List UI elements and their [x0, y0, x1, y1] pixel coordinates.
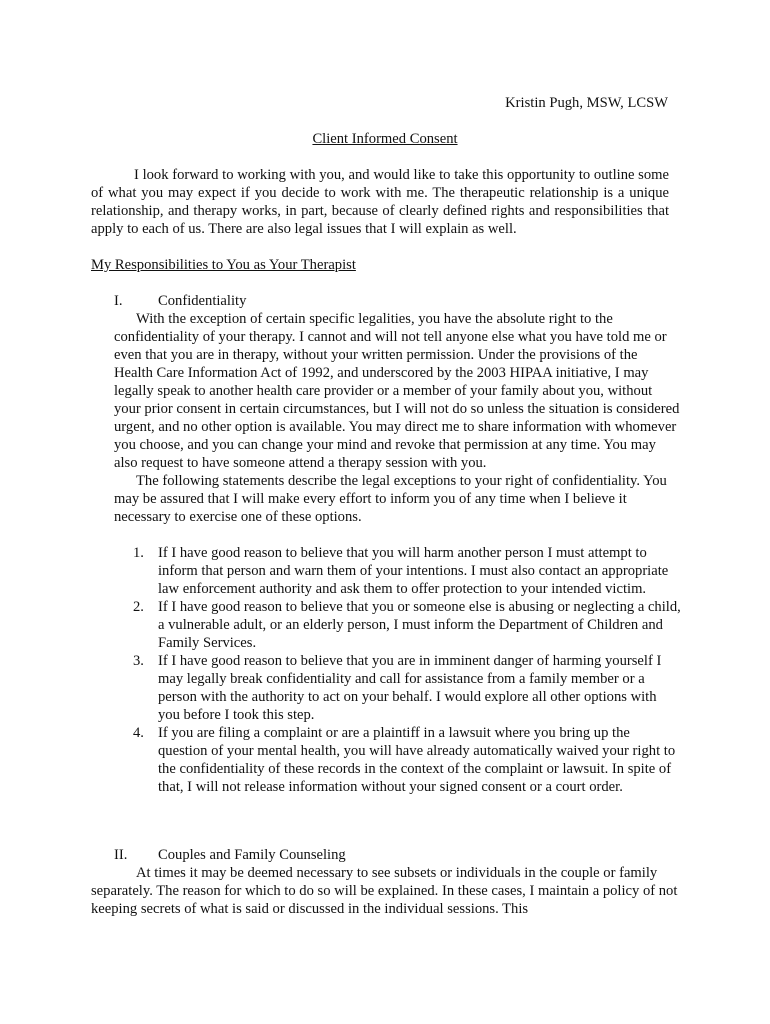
list-marker: 2.	[133, 599, 144, 615]
list-item-text: If I have good reason to believe that you are in imminent danger of harming yourself I may legally break confidentiality and call for assistance from a family member or a person with the authority to act on your behalf. I would explore all other options with you before I took this step.	[158, 653, 662, 723]
section-title-confidentiality: Confidentiality	[158, 293, 247, 309]
confidentiality-paragraph-1: With the exception of certain specific legalities, you have the absolute right to the confidentiality of your therapy. I cannot and will not tell anyone else what you have told me or even that you are in therapy, without your written permission. Under the provisions of the Health Care Information Act of 1992, and underscored by the 2003 HIPAA initiative, I may legally speak to another health care provider or a member of your family about you, without your prior consent in certain circumstances, but I will not do so unless the situation is considered urgent, and no other option is available. You may direct me to share information with whomever you choose, and you can change your mind and revoke that permission at any time. You may also request to have someone attend a therapy session with you.	[114, 311, 680, 471]
confidentiality-paragraph-2: The following statements describe the legal exceptions to your right of confidentiality. You may be assured that I will make every effort to inform you of any time when I believe it necessary to exercise one of these options.	[114, 473, 667, 525]
author-name: Kristin Pugh, MSW, LCSW	[505, 95, 668, 111]
list-item-text: If I have good reason to believe that you will harm another person I must attempt to inform that person and warn them of your intentions. I must also contact an appropriate law enforcement authority and ask them to offer protection to your intended victim.	[158, 545, 669, 597]
list-marker: 3.	[133, 653, 144, 669]
list-item	[133, 724, 681, 796]
document-title: Client Informed Consent	[312, 131, 458, 147]
couples-family-paragraph: At times it may be deemed necessary to see subsets or individuals in the couple or family separately. The reason for which to do so will be explained. In these cases, I maintain a policy of not keeping secrets of what is said or discussed in the individual sessions. This	[91, 865, 678, 917]
list-item-text: If you are filing a complaint or are a plaintiff in a lawsuit where you bring up the question of your mental health, you will have already automatically waived your right to the confidentiality of these records in the context of the complaint or lawsuit. In spite of that, I will not release information without your signed consent or a court order.	[158, 725, 676, 795]
list-item	[133, 544, 681, 598]
section-number-1: I.	[114, 293, 123, 309]
responsibilities-heading: My Responsibilities to You as Your Therapist	[91, 257, 356, 273]
intro-paragraph: I look forward to working with you, and would like to take this opportunity to outline some of what you may expect if you decide to work with me. The therapeutic relationship is a unique relationship, and therapy works, in part, because of clearly defined rights and responsibilities that apply to each of us. There are also legal issues that I will explain as well.	[91, 167, 669, 237]
list-marker: 1.	[133, 545, 144, 561]
list-item	[133, 652, 681, 724]
list-item	[133, 598, 681, 652]
exceptions-list	[133, 544, 681, 796]
list-marker: 4.	[133, 725, 144, 741]
section-number-2: II.	[114, 847, 128, 863]
section-title-couples-family: Couples and Family Counseling	[158, 847, 346, 863]
list-item-text: If I have good reason to believe that you or someone else is abusing or neglecting a child, a vulnerable adult, or an elderly person, I must inform the Department of Children and Family Services.	[158, 599, 681, 651]
